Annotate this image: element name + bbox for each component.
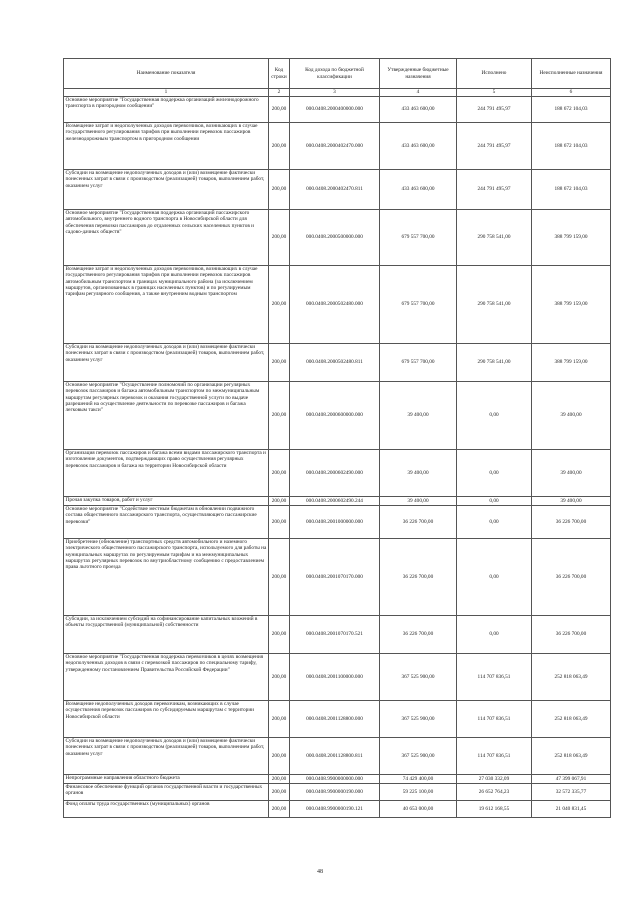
row-executed: 19 612 168,55 [457, 801, 532, 818]
row-name: Субсидии на возмещение недополученных доходов и (или) возмещение фактически понесенных затрат в связи с производством (реализацией) товаров, выполнением работ, оказанием услуг [64, 170, 269, 210]
table-row [64, 497, 611, 506]
row-executed: 244 791 495,97 [457, 170, 532, 210]
row-executed: 27 030 332,09 [457, 775, 532, 784]
row-unexecuted: 188 672 104,03 [532, 170, 611, 210]
row-executed: 0,00 [457, 506, 532, 539]
column-number: 3 [290, 89, 380, 97]
row-income-code: 000.0408.2001128800.000 [290, 701, 380, 738]
row-line-code: 200,00 [269, 701, 290, 738]
row-unexecuted: 36 226 700,00 [532, 539, 611, 616]
row-income-code: 000.0408.2000500000.000 [290, 210, 380, 266]
column-number: 1 [64, 89, 269, 97]
row-name: Субсидии, за исключением субсидий на софинансирование капитальных вложений в объекты государственной (муниципальной) собственности [64, 616, 269, 654]
row-name: Основное мероприятие "Содействие местным бюджетам в обновлении подвижного состава общественного пассажирского транспорта, осуществляющего пассажирские перевозки" [64, 506, 269, 539]
column-header-line-code: Код строки [269, 59, 290, 89]
row-approved: 433 463 600,00 [380, 170, 457, 210]
row-income-code: 000.0408.9900000190.121 [290, 801, 380, 818]
row-income-code: 000.0408.2000600000.000 [290, 382, 380, 450]
column-number: 5 [457, 89, 532, 97]
row-unexecuted: 252 818 063,49 [532, 738, 611, 775]
row-approved: 74 429 400,00 [380, 775, 457, 784]
row-unexecuted: 188 672 104,03 [532, 123, 611, 170]
row-name: Основное мероприятие "Государственная поддержка перевозчиков в целях возмещения недополученных доходов в связи с перевозкой пассажиров по специальному тарифу, утвержденному постановлением Правительства Российской Федерации" [64, 654, 269, 701]
row-name: Финансовое обеспечение функций органов государственной власти и государственных органов [64, 784, 269, 801]
row-name: Основное мероприятие "Осуществление полномочий по организации регулярных перевозок пассажиров и багажа автомобильным транспортом по межмуниципальным маршрутам регулярных перевозок и оказания государственной услуги по выдаче разрешений на осуществление деятельности по перевозке пассажиров и багажа легковым такси" [64, 382, 269, 450]
row-executed: 290 758 541,00 [457, 344, 532, 382]
row-line-code: 200,00 [269, 97, 290, 123]
column-header-executed: Исполнено [457, 59, 532, 89]
row-income-code: 000.0408.2001000000.000 [290, 506, 380, 539]
row-line-code: 200,00 [269, 801, 290, 818]
row-line-code: 200,00 [269, 123, 290, 170]
table-row [64, 123, 611, 170]
row-unexecuted: 32 572 335,77 [532, 784, 611, 801]
table-row [64, 616, 611, 654]
row-line-code: 200,00 [269, 170, 290, 210]
row-income-code: 000.0408.2001070170.521 [290, 616, 380, 654]
row-line-code: 200,00 [269, 266, 290, 344]
row-unexecuted: 388 799 159,00 [532, 344, 611, 382]
row-approved: 36 226 700,00 [380, 506, 457, 539]
column-number: 4 [380, 89, 457, 97]
row-line-code: 200,00 [269, 450, 290, 497]
row-name: Непрограммные направления областного бюджета [64, 775, 269, 784]
row-income-code: 000.0408.2001070170.000 [290, 539, 380, 616]
row-executed: 244 791 495,97 [457, 97, 532, 123]
row-approved: 433 463 600,00 [380, 97, 457, 123]
row-executed: 114 707 836,51 [457, 738, 532, 775]
row-unexecuted: 252 818 063,49 [532, 701, 611, 738]
table-row [64, 738, 611, 775]
row-name: Основное мероприятие "Государственная поддержка организаций пассажирского автомобильного, внутреннего водного транспорта в Новосибирской области для обеспечения перевозки пассажиров до отдаленных сельских населенных пунктов и садово-дачных обществ" [64, 210, 269, 266]
table-row [64, 97, 611, 123]
row-name: Организация перевозок пассажиров и багажа всеми видами пассажирского транспорта и изготовление документов, подтверждающих право осуществления регулярных перевозок пассажиров и багажа на территории Новосибирской области [64, 450, 269, 497]
row-income-code: 000.0408.2000602490.000 [290, 450, 380, 497]
column-header-name: Наименование показателя [64, 59, 269, 89]
row-line-code: 200,00 [269, 784, 290, 801]
row-unexecuted: 188 672 104,03 [532, 97, 611, 123]
row-executed: 0,00 [457, 616, 532, 654]
row-executed: 0,00 [457, 382, 532, 450]
row-line-code: 200,00 [269, 775, 290, 784]
row-executed: 0,00 [457, 497, 532, 506]
table-row [64, 701, 611, 738]
table-row [64, 210, 611, 266]
row-unexecuted: 36 226 700,00 [532, 616, 611, 654]
page-number: 48 [317, 869, 323, 875]
row-income-code: 000.0408.9900000000.000 [290, 775, 380, 784]
row-line-code: 200,00 [269, 654, 290, 701]
table-row [64, 170, 611, 210]
column-number-row [64, 89, 611, 97]
row-unexecuted: 39 400,00 [532, 450, 611, 497]
row-executed: 114 707 836,51 [457, 701, 532, 738]
row-approved: 367 525 900,00 [380, 654, 457, 701]
row-executed: 290 758 541,00 [457, 266, 532, 344]
row-income-code: 000.0408.9900000190.000 [290, 784, 380, 801]
row-approved: 679 557 700,00 [380, 210, 457, 266]
row-unexecuted: 21 040 831,45 [532, 801, 611, 818]
row-approved: 679 557 700,00 [380, 266, 457, 344]
table-row [64, 539, 611, 616]
column-number: 2 [269, 89, 290, 97]
row-executed: 0,00 [457, 450, 532, 497]
row-executed: 114 707 836,51 [457, 654, 532, 701]
row-executed: 244 791 495,97 [457, 123, 532, 170]
column-header-income-code: Код дохода по бюджетной классификации [290, 59, 380, 89]
row-line-code: 200,00 [269, 497, 290, 506]
table-row [64, 784, 611, 801]
row-unexecuted: 388 799 159,00 [532, 210, 611, 266]
column-number: 6 [532, 89, 611, 97]
row-approved: 39 400,00 [380, 497, 457, 506]
table-row [64, 775, 611, 784]
row-line-code: 200,00 [269, 738, 290, 775]
table-row [64, 266, 611, 344]
row-name: Прочая закупка товаров, работ и услуг [64, 497, 269, 506]
table-row [64, 801, 611, 818]
budget-execution-table [63, 58, 611, 818]
row-approved: 367 525 900,00 [380, 701, 457, 738]
table-row [64, 654, 611, 701]
row-line-code: 200,00 [269, 210, 290, 266]
row-approved: 36 226 700,00 [380, 616, 457, 654]
row-name: Основное мероприятие "Государственная поддержка организаций железнодорожного транспорта в пригородном сообщении" [64, 97, 269, 123]
row-line-code: 200,00 [269, 616, 290, 654]
row-executed: 26 652 764,23 [457, 784, 532, 801]
row-line-code: 200,00 [269, 382, 290, 450]
row-approved: 367 525 900,00 [380, 738, 457, 775]
row-name: Фонд оплаты труда государственных (муниципальных) органов [64, 801, 269, 818]
row-line-code: 200,00 [269, 344, 290, 382]
row-unexecuted: 388 799 159,00 [532, 266, 611, 344]
row-line-code: 200,00 [269, 539, 290, 616]
row-executed: 0,00 [457, 539, 532, 616]
row-income-code: 000.0408.2000402470.000 [290, 123, 380, 170]
column-header-approved: Утвержденные бюджетные назначения [380, 59, 457, 89]
row-executed: 290 758 541,00 [457, 210, 532, 266]
row-name: Возмещение затрат и недополученных доходов перевозчиков, возникающих в случае государственного регулирования тарифов при выполнении перевозок пассажиров железнодорожным транспортом в пригородном сообщении [64, 123, 269, 170]
row-name: Приобретение (обновление) транспортных средств автомобильного и наземного электрического общественного пассажирского транспорта, используемого для работы на муниципальных маршрутах по регулируемым тарифам и на межмуниципальных маршрутах регулярных перевозок по внутриобластному сообщению с предоставлением права льготного проезда [64, 539, 269, 616]
row-unexecuted: 39 400,00 [532, 382, 611, 450]
row-income-code: 000.0408.2000602490.244 [290, 497, 380, 506]
row-name: Возмещение недополученных доходов перевозчикам, возникающих в случае осуществления перевозок пассажиров по субсидируемым маршрутам с территории Новосибирской области [64, 701, 269, 738]
row-approved: 433 463 600,00 [380, 123, 457, 170]
row-income-code: 000.0408.2000502480.811 [290, 344, 380, 382]
row-unexecuted: 47 399 067,91 [532, 775, 611, 784]
row-line-code: 200,00 [269, 506, 290, 539]
row-unexecuted: 36 226 700,00 [532, 506, 611, 539]
table-row [64, 506, 611, 539]
row-name: Субсидии на возмещение недополученных доходов и (или) возмещение фактически понесенных затрат в связи с производством (реализацией) товаров, выполнением работ, оказанием услуг [64, 344, 269, 382]
row-income-code: 000.0408.2001128800.811 [290, 738, 380, 775]
row-unexecuted: 252 818 063,49 [532, 654, 611, 701]
row-approved: 40 653 000,00 [380, 801, 457, 818]
table-row [64, 382, 611, 450]
row-name: Субсидии на возмещение недополученных доходов и (или) возмещение фактически понесенных затрат в связи с производством (реализацией) товаров, выполнением работ, оказанием услуг [64, 738, 269, 775]
row-income-code: 000.0408.2001100000.000 [290, 654, 380, 701]
row-approved: 679 557 700,00 [380, 344, 457, 382]
row-approved: 59 225 100,00 [380, 784, 457, 801]
row-income-code: 000.0408.2000402470.811 [290, 170, 380, 210]
row-name: Возмещение затрат и недополученных доходов перевозчиков, возникающих в случае государственного регулирования тарифов при выполнении перевозок пассажиров автомобильным транспортом в границах муниципального района (за исключением маршрутов, организованных в границах населенных пунктов) и по регулируемым тарифам регулярного сообщения, а также внутренним водным транспортом [64, 266, 269, 344]
column-header-unexecuted: Неисполненные назначения [532, 59, 611, 89]
table-header-row [64, 59, 611, 89]
table-row [64, 450, 611, 497]
row-approved: 39 400,00 [380, 382, 457, 450]
row-unexecuted: 39 400,00 [532, 497, 611, 506]
table-row [64, 344, 611, 382]
row-income-code: 000.0408.2000400000.000 [290, 97, 380, 123]
row-approved: 39 400,00 [380, 450, 457, 497]
row-approved: 36 226 700,00 [380, 539, 457, 616]
row-income-code: 000.0408.2000502480.000 [290, 266, 380, 344]
